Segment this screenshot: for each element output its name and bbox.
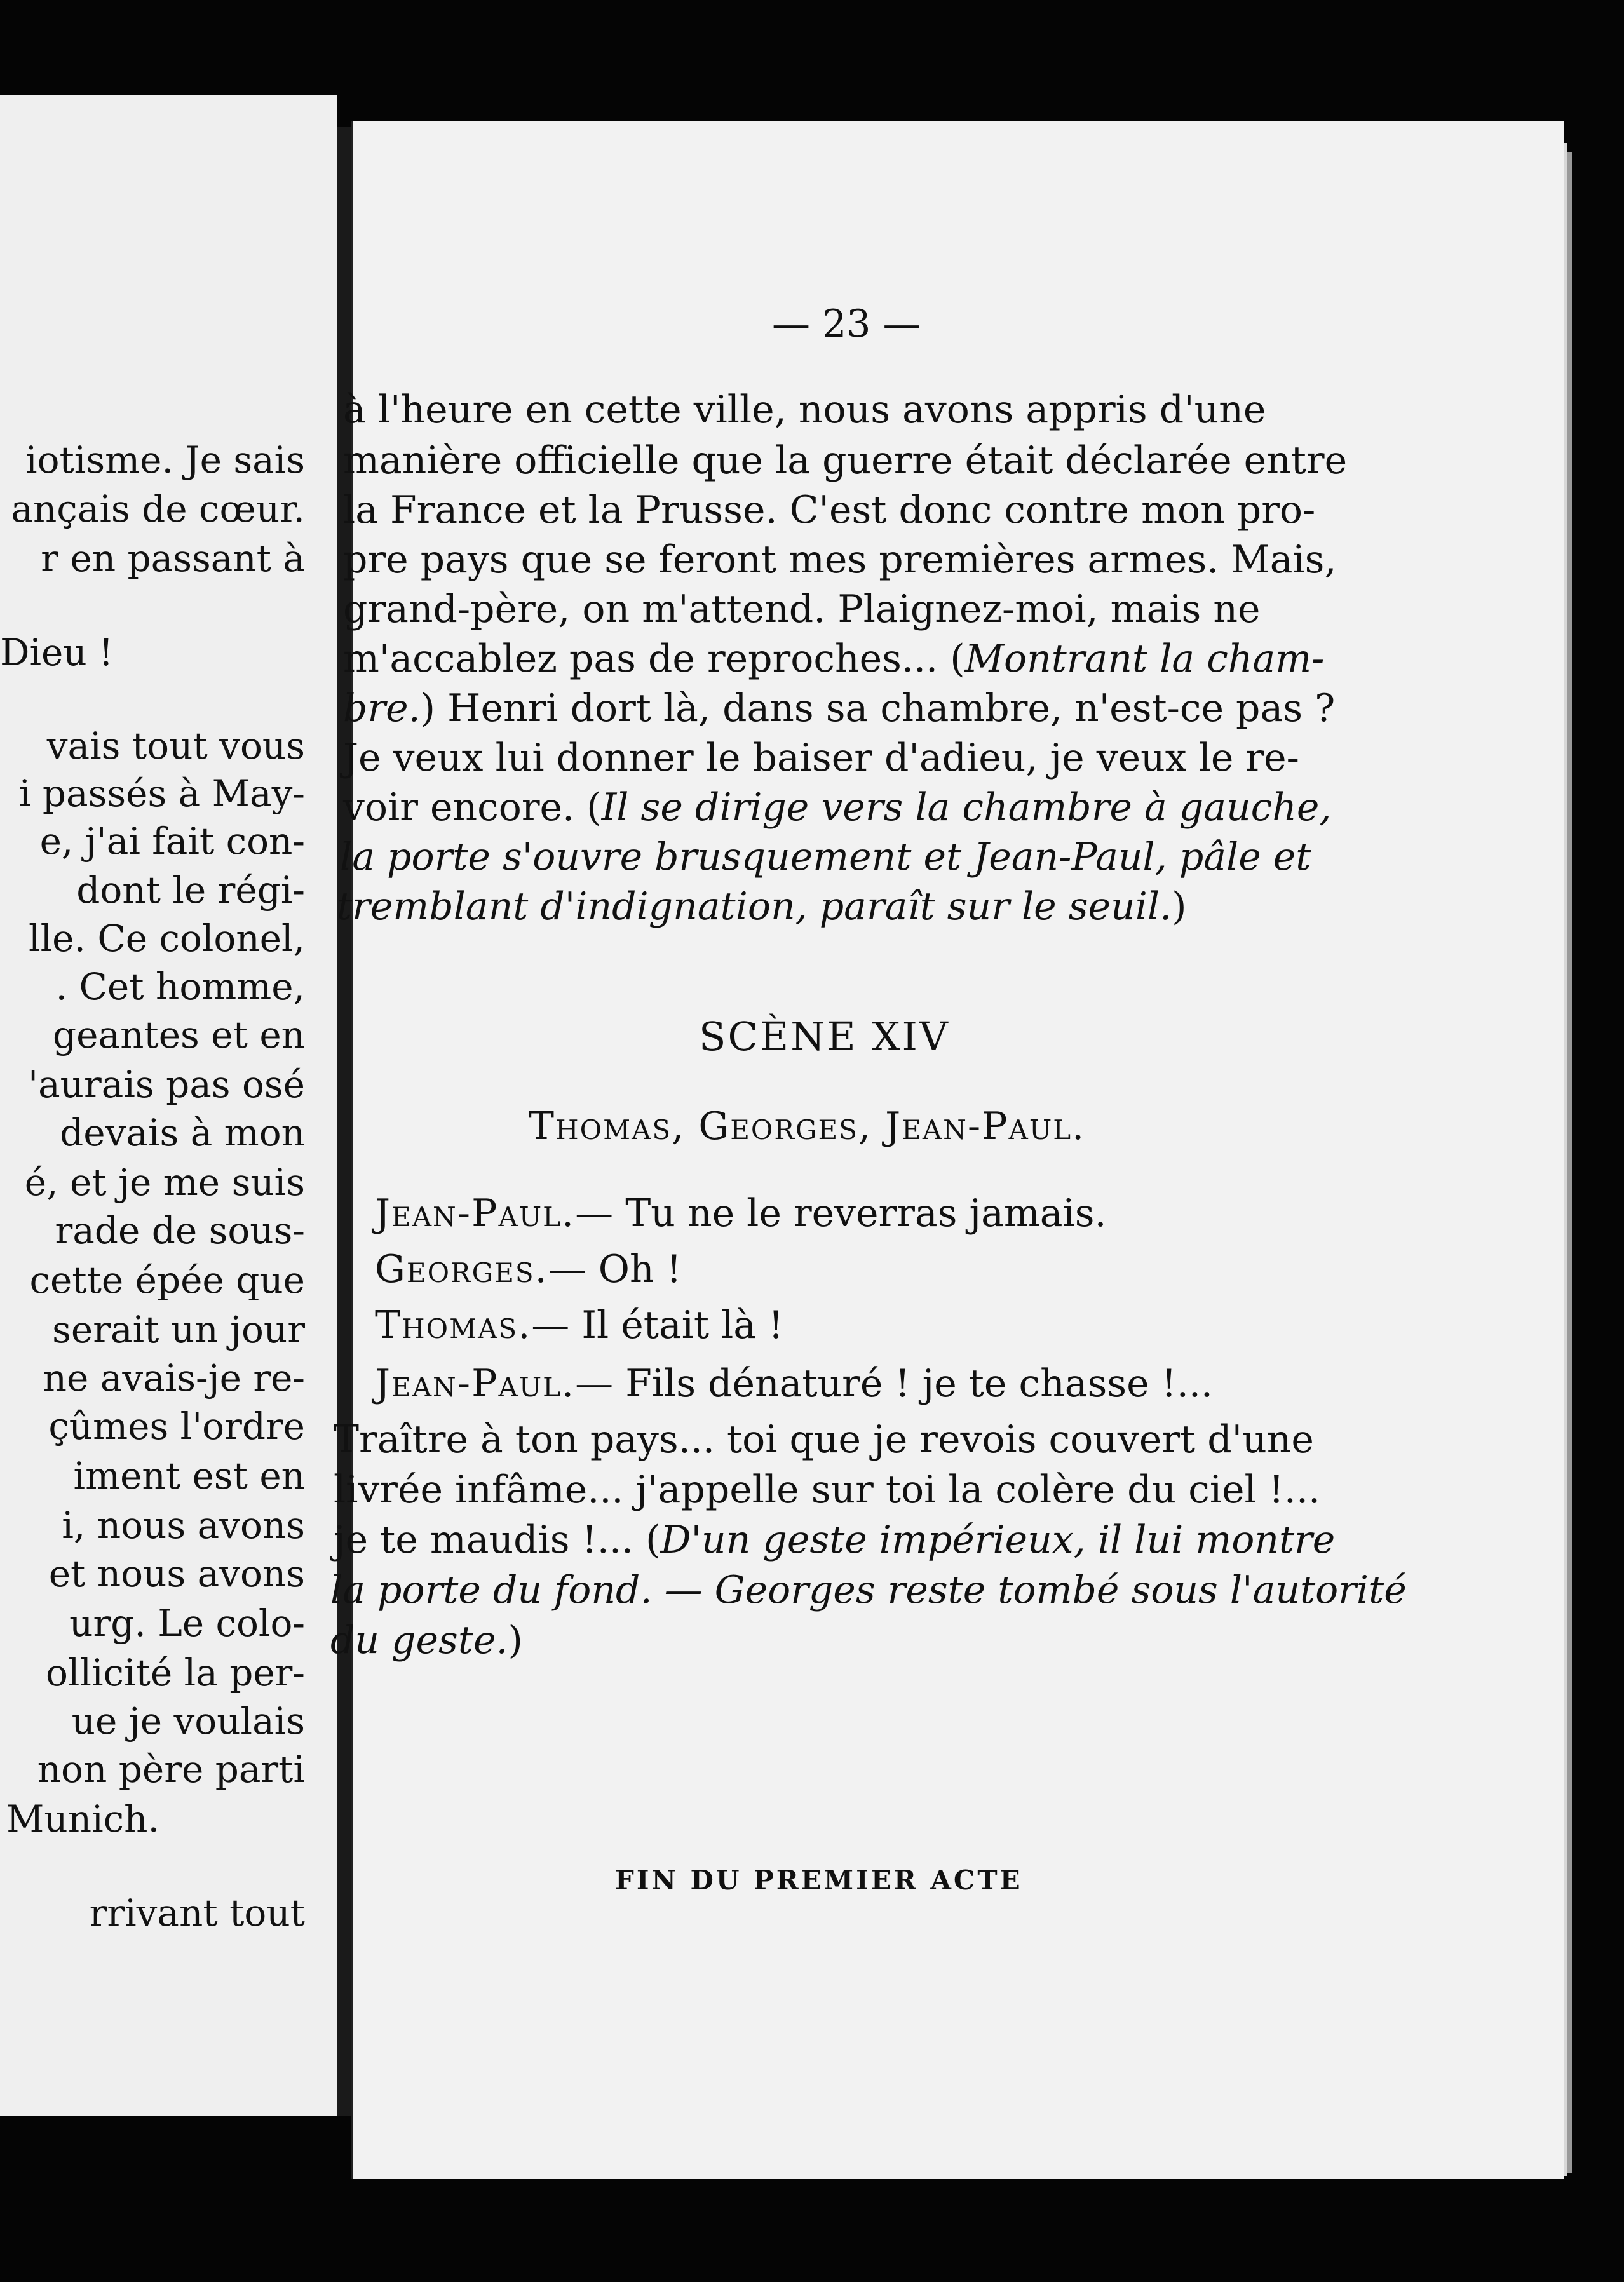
stage-direction: la porte s'ouvre brusquement et Jean-Paul, pâle et <box>340 835 1311 879</box>
left-page-line: çûmes l'ordre <box>48 1405 305 1448</box>
left-page-line: ançais de cœur. <box>11 487 305 530</box>
text-line: Traître à ton pays... toi que je revois couvert d'une <box>334 1417 1314 1462</box>
dialogue-line: Georges.— Oh ! <box>375 1247 682 1292</box>
stage-direction: Montrant la cham- <box>964 637 1325 681</box>
left-page-line: et nous avons <box>48 1552 305 1595</box>
stage-direction: la porte du fond. — Georges reste tombé sous l'autorité <box>330 1568 1407 1612</box>
cast-list: Thomas, Georges, Jean-Paul. <box>529 1104 1086 1149</box>
left-page-line: i, nous avons <box>62 1504 305 1547</box>
stage-direction: D'un geste impérieux, il lui montre <box>660 1518 1336 1562</box>
left-page-line: r en passant à <box>41 537 305 580</box>
text-line: bre.) Henri dort là, dans sa chambre, n'est-ce pas ? <box>343 686 1336 731</box>
page-number: — 23 — <box>772 302 921 346</box>
left-page-line: urg. Le colo- <box>69 1602 305 1645</box>
dialogue-line: Thomas.— Il était là ! <box>375 1303 784 1347</box>
left-page-line: ue je voulais <box>71 1699 305 1743</box>
text-line: à l'heure en cette ville, nous avons appris d'une <box>343 388 1266 432</box>
left-page-line: dont le régi- <box>76 868 305 912</box>
stage-direction: Il se dirige vers la chambre à gauche, <box>601 785 1332 830</box>
left-page-line: non père parti <box>37 1748 305 1791</box>
speaker-name: Jean-Paul. <box>375 1191 576 1236</box>
scene-title: SCÈNE XIV <box>699 1013 950 1060</box>
left-page-line: iment est en <box>73 1454 305 1497</box>
left-page-line: devais à mon <box>60 1111 305 1154</box>
stage-direction: tremblant d'indignation, paraît sur le seuil. <box>337 884 1172 929</box>
left-page-line: Dieu ! <box>0 631 114 674</box>
text-line: du geste.) <box>330 1618 523 1663</box>
left-page-line: rade de sous- <box>55 1209 305 1252</box>
text-line: livrée infâme... j'appelle sur toi la colère du ciel !... <box>334 1468 1321 1512</box>
text-line: m'accablez pas de reproches... (Montrant la cham- <box>343 637 1325 681</box>
left-page-line: geantes et en <box>53 1013 305 1057</box>
left-page-line: serait un jour <box>52 1308 305 1351</box>
left-page-line: e, j'ai fait con- <box>39 820 305 863</box>
end-of-act: FIN DU PREMIER ACTE <box>615 1865 1023 1896</box>
left-page-line: é, et je me suis <box>24 1161 305 1204</box>
text-line: Je veux lui donner le baiser d'adieu, je veux le re- <box>343 736 1299 780</box>
left-page-line: lle. Ce colonel, <box>29 917 305 960</box>
left-page-line: vais tout vous <box>46 724 305 767</box>
left-page-line: cette épée que <box>29 1259 305 1302</box>
text-line: je te maudis !... (D'un geste impérieux, il lui montre <box>334 1518 1336 1562</box>
stage-direction: du geste. <box>330 1618 508 1663</box>
text-line: la France et la Prusse. C'est donc contre mon pro- <box>343 488 1316 532</box>
left-page-line: . Cet homme, <box>55 965 305 1008</box>
text-line: grand-père, on m'attend. Plaignez-moi, mais ne <box>343 587 1261 631</box>
speaker-name: Jean-Paul. <box>375 1361 576 1406</box>
left-page-line: Munich. <box>6 1797 159 1840</box>
left-page-line: 'aurais pas osé <box>28 1063 305 1106</box>
text-line: manière officielle que la guerre était déclarée entre <box>343 438 1348 483</box>
left-page-line: rrivant tout <box>89 1891 305 1934</box>
text-line: tremblant d'indignation, paraît sur le seuil.) <box>337 884 1187 929</box>
speaker-name: Thomas. <box>375 1303 532 1347</box>
left-page-line: i passés à May- <box>18 772 305 815</box>
text-line: voir encore. (Il se dirige vers la chambre à gauche, <box>343 785 1332 830</box>
left-page <box>0 95 337 2116</box>
text-line: pre pays que se feront mes premières armes. Mais, <box>343 537 1337 582</box>
left-page-line: ne avais-je re- <box>43 1356 305 1400</box>
stage-direction: bre. <box>343 686 421 731</box>
left-page-line: ollicité la per- <box>45 1651 305 1694</box>
left-page-line: iotisme. Je sais <box>25 438 305 482</box>
speaker-name: Georges. <box>375 1247 548 1292</box>
dialogue-line: Jean-Paul.— Tu ne le reverras jamais. <box>375 1191 1107 1236</box>
dialogue-line: Jean-Paul.— Fils dénaturé ! je te chasse !... <box>375 1361 1213 1406</box>
